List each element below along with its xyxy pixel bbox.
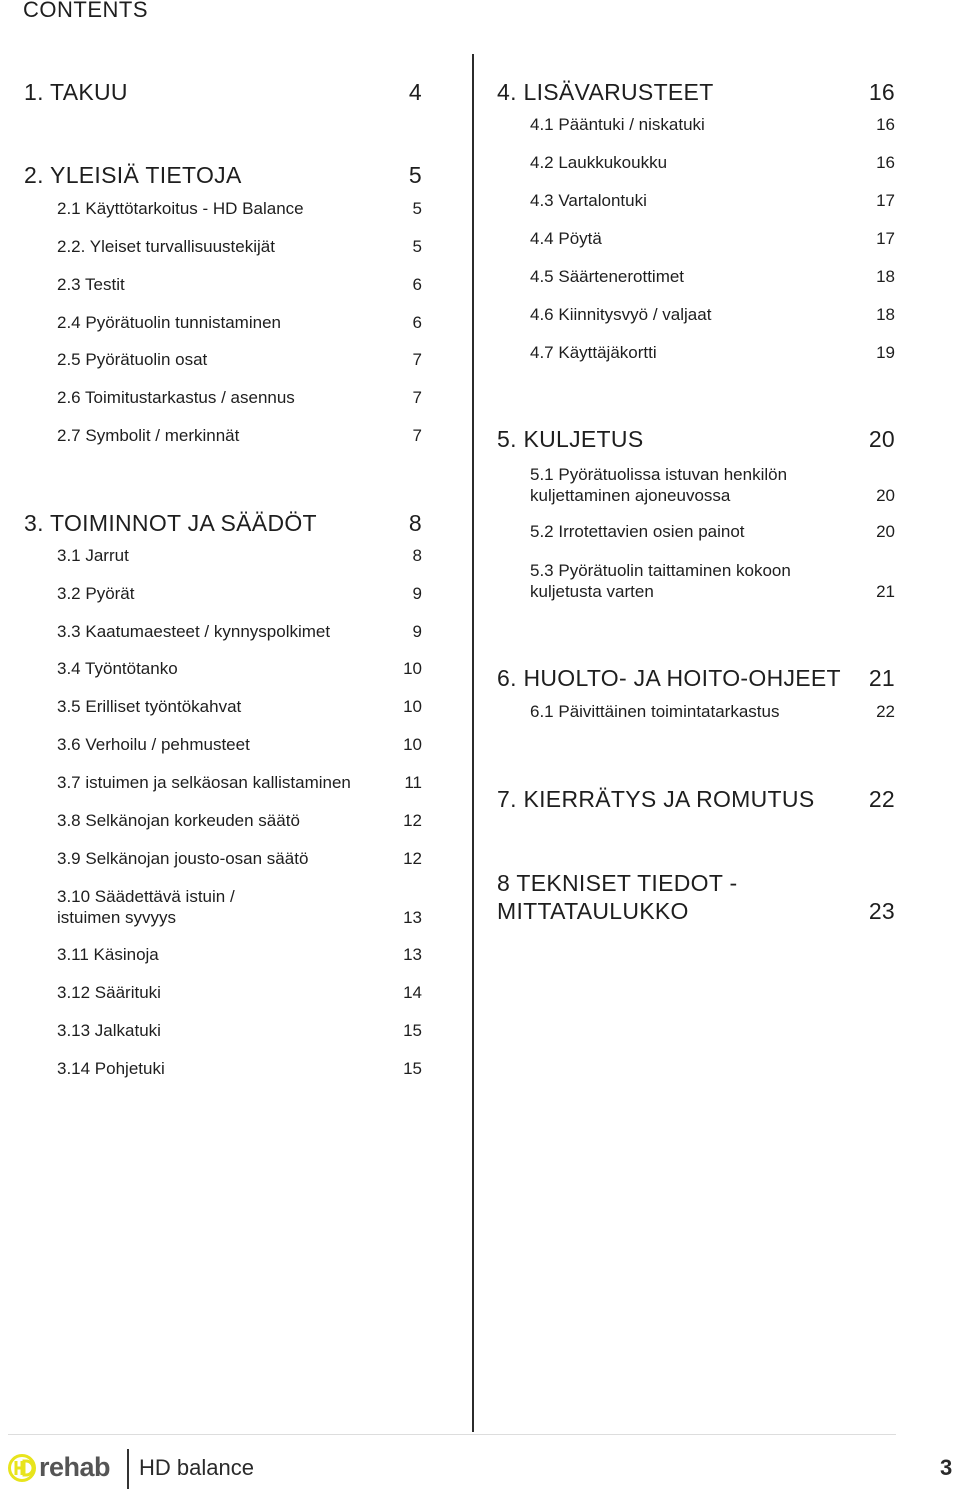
toc-page-number: 21 xyxy=(868,665,895,691)
toc-subsection-entry[interactable] xyxy=(497,153,895,173)
toc-page-number: 8 xyxy=(408,510,422,536)
toc-page-number: 16 xyxy=(876,115,895,134)
toc-entry-title xyxy=(530,191,876,211)
toc-page-number: 6 xyxy=(412,275,422,294)
toc-subsection-entry[interactable] xyxy=(497,464,895,506)
toc-page-number: 7 xyxy=(412,426,422,445)
toc-entry-title xyxy=(497,426,869,453)
toc-entry-title xyxy=(24,510,409,537)
toc-subsection-entry[interactable] xyxy=(497,115,895,135)
toc-entry-title xyxy=(57,983,403,1003)
toc-entry-title-line: 4.1 Pääntuki / niskatuki xyxy=(530,115,705,134)
page-title: CONTENTS xyxy=(23,0,148,22)
toc-entry-title-line: 3.3 Kaatumaesteet / kynnyspolkimet xyxy=(57,622,331,641)
toc-entry-title-line: 2. YLEISIÄ TIETOJA xyxy=(24,162,242,188)
toc-entry-title xyxy=(57,773,404,793)
toc-entry-title xyxy=(530,229,876,249)
toc-entry-title xyxy=(57,735,403,755)
toc-subsection-entry[interactable] xyxy=(24,1059,422,1079)
toc-entry-title-line: 3.1 Jarrut xyxy=(57,546,129,565)
toc-page-number: 11 xyxy=(404,773,422,792)
toc-page-number: 8 xyxy=(412,546,422,565)
toc-page-number: 12 xyxy=(403,849,422,868)
toc-entry-title xyxy=(57,199,413,219)
toc-page-number: 9 xyxy=(412,622,422,641)
toc-subsection-entry[interactable] xyxy=(24,622,422,642)
toc-entry-title-line: 1. TAKUU xyxy=(24,79,128,105)
toc-page-number: 20 xyxy=(876,522,895,541)
toc-entry-title xyxy=(497,786,869,813)
toc-entry-title xyxy=(57,584,413,604)
toc-entry-title xyxy=(24,79,409,106)
toc-page-number: 17 xyxy=(876,191,895,210)
toc-page-number: 18 xyxy=(876,305,895,324)
toc-entry-title-line: 3.10 Säädettävä istuin / xyxy=(57,887,235,906)
toc-entry-title xyxy=(530,115,876,135)
toc-entry-title-line: 4.3 Vartalontuki xyxy=(530,191,647,210)
toc-page-number: 20 xyxy=(876,486,895,505)
toc-page-number: 13 xyxy=(403,908,422,927)
toc-subsection-entry[interactable] xyxy=(24,275,422,295)
toc-entry-title-line: 3.12 Säärituki xyxy=(57,983,161,1002)
toc-section-entry[interactable] xyxy=(24,510,422,537)
toc-entry-title xyxy=(497,869,869,925)
toc-entry-title xyxy=(57,945,403,965)
toc-entry-title xyxy=(57,659,403,679)
toc-entry-title xyxy=(57,350,413,370)
toc-section-entry[interactable] xyxy=(24,79,422,106)
toc-entry-title xyxy=(530,560,876,602)
rehab-logo xyxy=(7,1452,110,1483)
toc-subsection-entry[interactable] xyxy=(497,191,895,211)
toc-subsection-entry[interactable] xyxy=(497,343,895,363)
toc-entry-title xyxy=(57,849,403,869)
toc-page-number: 13 xyxy=(403,945,422,964)
hd-monogram-icon xyxy=(7,1453,37,1483)
toc-entry-title xyxy=(57,886,403,928)
toc-entry-title-line: kuljettaminen ajoneuvossa xyxy=(530,486,731,505)
toc-entry-title xyxy=(497,79,869,106)
toc-subsection-entry[interactable] xyxy=(24,773,422,793)
toc-entry-title-line: 2.6 Toimitustarkastus / asennus xyxy=(57,388,295,407)
toc-section-entry[interactable] xyxy=(24,162,422,189)
toc-page-number: 9 xyxy=(412,584,422,603)
toc-subsection-entry[interactable] xyxy=(24,735,422,755)
toc-entry-title xyxy=(57,697,403,717)
toc-entry-title-line: 3.2 Pyörät xyxy=(57,584,135,603)
toc-entry-title-line: 4. LISÄVARUSTEET xyxy=(497,79,714,105)
toc-entry-title-line: 6. HUOLTO- JA HOITO-OHJEET xyxy=(497,665,841,691)
toc-entry-title xyxy=(530,464,876,506)
toc-entry-title xyxy=(57,275,413,295)
column-divider xyxy=(472,54,474,1432)
page-number: 3 xyxy=(940,1455,953,1480)
toc-page-number: 18 xyxy=(876,267,895,286)
toc-entry-title-line: 7. KIERRÄTYS JA ROMUTUS xyxy=(497,786,815,812)
toc-page-number: 22 xyxy=(868,786,895,812)
toc-page-number: 15 xyxy=(403,1021,422,1040)
toc-subsection-entry[interactable] xyxy=(497,702,895,722)
logo-wordmark: rehab xyxy=(39,1452,111,1482)
toc-page-number: 10 xyxy=(403,659,422,678)
toc-subsection-entry[interactable] xyxy=(24,388,422,408)
toc-entry-title xyxy=(57,811,403,831)
toc-entry-title-line: MITTATAULUKKO xyxy=(497,898,689,924)
toc-entry-title-line: 8 TEKNISET TIEDOT - xyxy=(497,870,738,896)
toc-subsection-entry[interactable] xyxy=(24,546,422,566)
toc-page-number: 20 xyxy=(868,426,895,452)
toc-entry-title xyxy=(57,388,413,408)
toc-page-number: 6 xyxy=(412,313,422,332)
toc-subsection-entry[interactable] xyxy=(24,811,422,831)
toc-subsection-entry[interactable] xyxy=(497,522,895,542)
footer-rule xyxy=(8,1434,896,1435)
toc-entry-title xyxy=(57,546,413,566)
toc-page-number: 17 xyxy=(876,229,895,248)
toc-subsection-entry[interactable] xyxy=(24,849,422,869)
toc-entry-title-line: 2.1 Käyttötarkoitus - HD Balance xyxy=(57,199,304,218)
toc-entry-title-line: 3. TOIMINNOT JA SÄÄDÖT xyxy=(24,510,317,536)
toc-section-entry[interactable] xyxy=(497,665,895,692)
toc-entry-title-line: 2.4 Pyörätuolin tunnistaminen xyxy=(57,313,281,332)
toc-page-number: 12 xyxy=(403,811,422,830)
toc-subsection-entry[interactable] xyxy=(497,229,895,249)
toc-entry-title xyxy=(57,622,413,642)
toc-entry-title-line: 3.8 Selkänojan korkeuden säätö xyxy=(57,811,300,830)
toc-entry-title-line: 5.1 Pyörätuolissa istuvan henkilön xyxy=(530,465,788,484)
toc-page-number: 22 xyxy=(876,702,895,721)
toc-entry-title-line: 5.3 Pyörätuolin taittaminen kokoon xyxy=(530,561,791,580)
toc-subsection-entry[interactable] xyxy=(24,983,422,1003)
toc-entry-title-line: 4.2 Laukkukoukku xyxy=(530,153,668,172)
toc-entry-title-line: 2.7 Symbolit / merkinnät xyxy=(57,426,240,445)
toc-entry-title-line: 4.4 Pöytä xyxy=(530,229,602,248)
toc-subsection-entry[interactable] xyxy=(24,945,422,965)
toc-entry-title xyxy=(530,305,876,325)
toc-subsection-entry[interactable] xyxy=(24,350,422,370)
toc-entry-title xyxy=(497,665,869,692)
toc-entry-title-line: 2.3 Testit xyxy=(57,275,125,294)
toc-subsection-entry[interactable] xyxy=(497,305,895,325)
toc-entry-title xyxy=(530,702,876,722)
toc-entry-title xyxy=(530,343,876,363)
product-name: HD balance xyxy=(139,1455,254,1480)
toc-entry-title-line: 3.9 Selkänojan jousto-osan säätö xyxy=(57,849,309,868)
toc-page-number: 5 xyxy=(412,237,422,256)
toc-entry-title-line: 3.6 Verhoilu / pehmusteet xyxy=(57,735,250,754)
toc-page-number: 19 xyxy=(876,343,895,362)
toc-section-entry[interactable] xyxy=(497,786,895,813)
toc-entry-title xyxy=(530,153,876,173)
toc-entry-title-line: 5.2 Irrotettavien osien painot xyxy=(530,522,745,541)
toc-entry-title xyxy=(57,426,413,446)
toc-subsection-entry[interactable] xyxy=(497,560,895,602)
toc-page-number: 21 xyxy=(876,582,895,601)
toc-entry-title xyxy=(57,1059,403,1079)
toc-entry-title-line: 6.1 Päivittäinen toimintatarkastus xyxy=(530,702,780,721)
toc-entry-title-line: 3.4 Työntötanko xyxy=(57,659,178,678)
toc-entry-title xyxy=(530,267,876,287)
toc-entry-title-line: 3.14 Pohjetuki xyxy=(57,1059,165,1078)
toc-section-entry[interactable] xyxy=(497,79,895,106)
toc-subsection-entry[interactable] xyxy=(24,237,422,257)
toc-entry-title-line: 3.13 Jalkatuki xyxy=(57,1021,161,1040)
toc-entry-title-line: 3.5 Erilliset työntökahvat xyxy=(57,697,242,716)
toc-subsection-entry[interactable] xyxy=(497,267,895,287)
toc-page-number: 16 xyxy=(868,79,895,105)
toc-entry-title-line: 2.2. Yleiset turvallisuustekijät xyxy=(57,237,275,256)
toc-entry-title xyxy=(57,313,413,333)
footer-separator xyxy=(127,1449,129,1489)
toc-entry-title-line: 2.5 Pyörätuolin osat xyxy=(57,350,208,369)
toc-page-number: 4 xyxy=(408,79,422,105)
toc-page-number: 5 xyxy=(408,162,422,188)
toc-subsection-entry[interactable] xyxy=(24,886,422,928)
toc-subsection-entry[interactable] xyxy=(24,659,422,679)
toc-subsection-entry[interactable] xyxy=(24,313,422,333)
toc-page-number: 16 xyxy=(876,153,895,172)
toc-entry-title xyxy=(24,162,409,189)
toc-page-number: 15 xyxy=(403,1059,422,1078)
toc-entry-title-line: 4.5 Säärtenerottimet xyxy=(530,267,685,286)
toc-entry-title xyxy=(57,1021,403,1041)
toc-entry-title xyxy=(57,237,413,257)
toc-subsection-entry[interactable] xyxy=(24,199,422,219)
toc-entry-title-line: 5. KULJETUS xyxy=(497,426,644,452)
toc-entry-title xyxy=(530,522,876,542)
toc-entry-title-line: 4.6 Kiinnitysvyö / valjaat xyxy=(530,305,712,324)
toc-section-entry[interactable] xyxy=(497,869,895,925)
toc-entry-title-line: istuimen syvyys xyxy=(57,908,177,927)
toc-entry-title-line: 3.7 istuimen ja selkäosan kallistaminen xyxy=(57,773,351,792)
toc-page-number: 23 xyxy=(868,898,895,924)
toc-entry-title-line: 3.11 Käsinoja xyxy=(57,945,159,964)
toc-page-number: 14 xyxy=(403,983,422,1002)
toc-entry-title-line: 4.7 Käyttäjäkortti xyxy=(530,343,657,362)
toc-page-number: 10 xyxy=(403,735,422,754)
toc-entry-title-line: kuljetusta varten xyxy=(530,582,654,601)
toc-subsection-entry[interactable] xyxy=(24,697,422,717)
toc-page-number: 10 xyxy=(403,697,422,716)
toc-subsection-entry[interactable] xyxy=(24,1021,422,1041)
toc-page-number: 7 xyxy=(412,350,422,369)
toc-page-number: 7 xyxy=(412,388,422,407)
toc-section-entry[interactable] xyxy=(497,426,895,453)
toc-subsection-entry[interactable] xyxy=(24,426,422,446)
toc-page-number: 5 xyxy=(412,199,422,218)
toc-subsection-entry[interactable] xyxy=(24,584,422,604)
